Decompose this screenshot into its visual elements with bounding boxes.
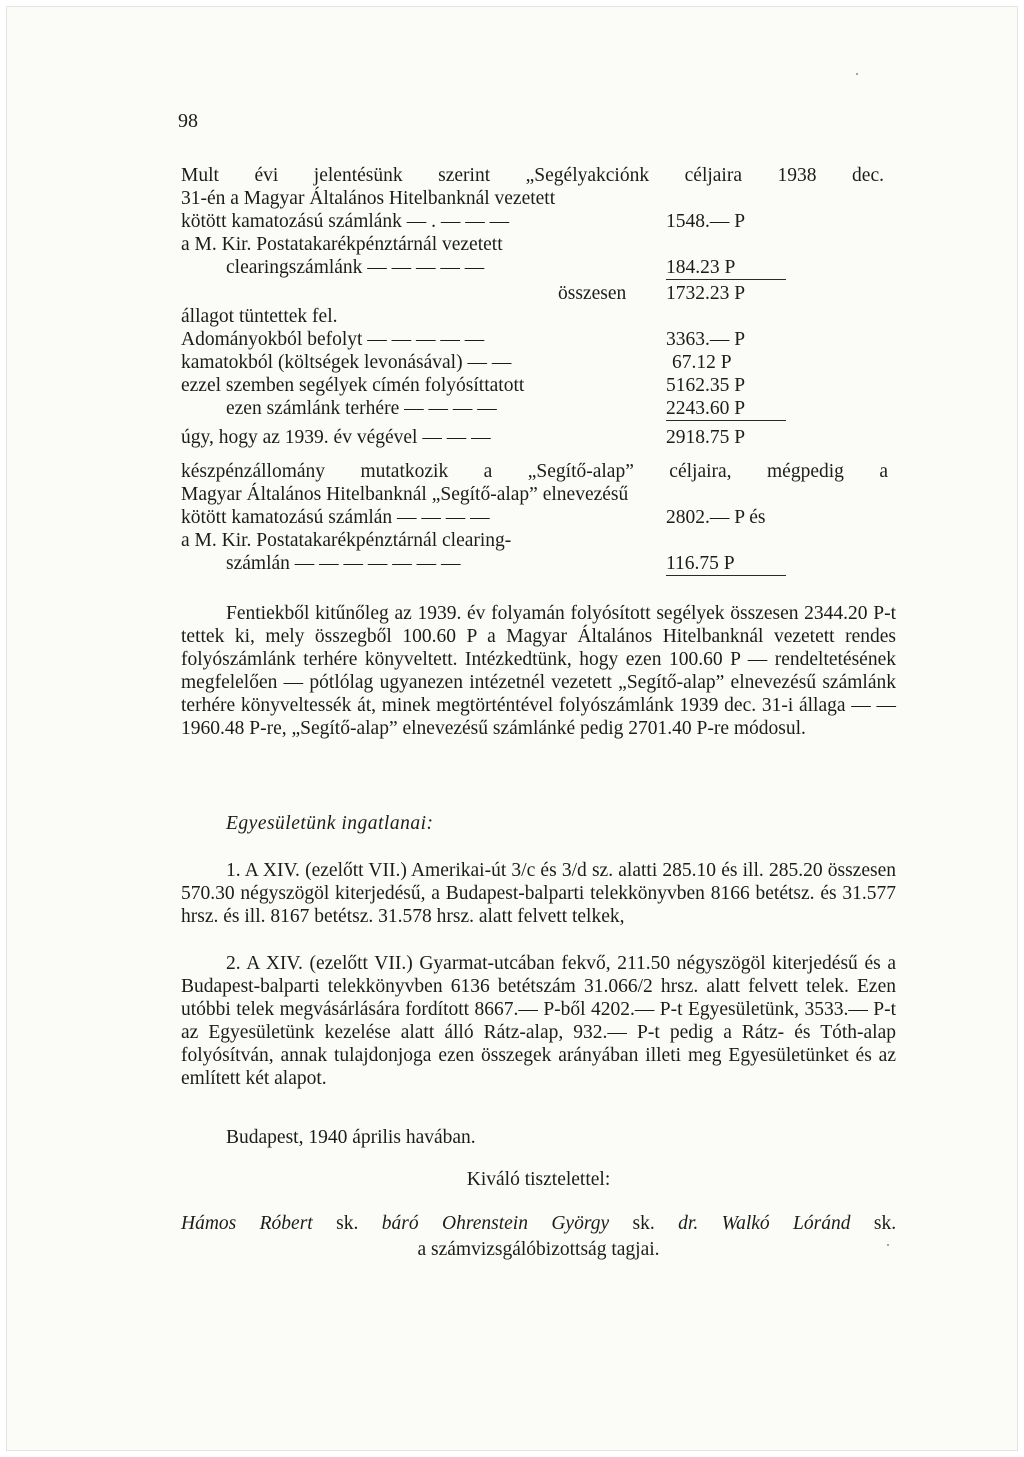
signature-line bbox=[181, 1212, 896, 1235]
intro-line-11: ezen számlánk terhére — — — — bbox=[226, 398, 497, 419]
paper-speck bbox=[856, 73, 858, 75]
intro-line-5: clearingszámlánk — — — — — bbox=[226, 257, 485, 278]
intro-line-2: 31-én a Magyar Általános Hitelbanknál vezetett bbox=[181, 188, 556, 209]
intro-line-1: Mult évi jelentésünk szerint „Segélyakciónk céljaira 1938 dec. bbox=[181, 165, 884, 186]
signature-caption: a számvizsgálóbizottság tagjai. bbox=[417, 1239, 660, 1260]
signer-2-sk: sk. bbox=[632, 1213, 655, 1234]
signer-1-sk: sk. bbox=[336, 1213, 359, 1234]
intro-line-9: kamatokból (költségek levonásával) — — bbox=[181, 352, 512, 373]
amount-2243-60: 2243.60 P bbox=[666, 397, 786, 421]
amount-1548: 1548.— P bbox=[666, 211, 746, 232]
document-page bbox=[6, 6, 1018, 1451]
amount-184-23: 184.23 P bbox=[666, 256, 786, 280]
amount-1732-23: 1732.23 P bbox=[666, 283, 746, 304]
intro-line-13: készpénzállomány mutatkozik a „Segítő-alap” céljaira, mégpedig a bbox=[181, 461, 888, 482]
signer-1-name: Hámos Róbert bbox=[181, 1213, 313, 1234]
intro-line-17: számlán — — — — — — — bbox=[226, 553, 461, 574]
total-label: összesen bbox=[558, 283, 627, 304]
signer-3-title: dr. bbox=[678, 1213, 699, 1234]
intro-line-3: kötött kamatozású számlánk — . — — — bbox=[181, 211, 510, 232]
date-line: Budapest, 1940 április havában. bbox=[226, 1127, 476, 1148]
property-item-1 bbox=[181, 859, 896, 928]
amount-2802: 2802.— P és bbox=[666, 507, 766, 528]
intro-line-8: Adományokból befolyt — — — — — bbox=[181, 329, 485, 350]
closing-line: Kiváló tisztelettel: bbox=[466, 1169, 611, 1190]
signer-2-title: báró bbox=[381, 1213, 419, 1234]
intro-line-12: úgy, hogy az 1939. év végével — — — bbox=[181, 427, 491, 448]
amount-3363: 3363.— P bbox=[666, 329, 746, 350]
intro-line-7: állagot tüntettek fel. bbox=[181, 306, 338, 327]
signer-3-name: Walkó Lóránd bbox=[721, 1213, 851, 1234]
amount-116-75: 116.75 P bbox=[666, 552, 786, 576]
section-heading: Egyesületünk ingatlanai: bbox=[226, 813, 434, 834]
paragraph-1-text: Fentiekből kitűnőleg az 1939. év folyamán folyósított segélyek összesen 2344.20 P-t tettek ki, mely összegből 100.60 P a Magyar Általános Hitelbanknál vezetett rendes folyószámlánk terhére könyveltett. Intézkedtünk, hogy ezen 100.60 P — rendeltetésének megfelelően — pótlólag ugyanezen intézetnél vezetett „Segítő-alap” elnevezésű számlánk terhére könyveltessék át, minek megtörténtével folyószámlánk 1939 dec. 31-i állaga — — 1960.48 P-re, „Segítő-alap” elnevezésű számlánké pedig 2701.40 P-re módosul. bbox=[181, 603, 896, 739]
page-number: 98 bbox=[178, 110, 198, 132]
property-item-1-text: 1. A XIV. (ezelőtt VII.) Amerikai-út 3/c és 3/d sz. alatti 285.10 és ill. 285.20 összesen 570.30 négyszögöl kiterjedésű, a Budapest-balparti telekkönyvben 8166 betétsz. és 31.577 hrsz. és ill. 8167 betétsz. 31.578 hrsz. alatt felvett telkek, bbox=[181, 860, 896, 927]
intro-line-10: ezzel szemben segélyek címén folyósíttatott bbox=[181, 375, 525, 396]
amount-2918-75: 2918.75 P bbox=[666, 427, 746, 448]
intro-line-15: kötött kamatozású számlán — — — — bbox=[181, 507, 490, 528]
signer-2-name: Ohrenstein György bbox=[442, 1213, 610, 1234]
intro-line-14: Magyar Általános Hitelbanknál „Segítő-alap” elnevezésű bbox=[181, 484, 629, 505]
amount-67-12: 67.12 P bbox=[672, 352, 732, 373]
intro-line-4: a M. Kir. Postatakarékpénztárnál vezetett bbox=[181, 234, 503, 255]
property-item-2-text: 2. A XIV. (ezelőtt VII.) Gyarmat-utcában fekvő, 211.50 négyszögöl kiterjedésű és a Budapest-balparti telekkönyvben 6136 betétszám 31.066/2 hrsz. alatt felvett telek. Ezen utóbbi telek megvásárlására fordított 8667.— P-ből 4202.— P-t Egyesületünk, 3533.— P-t az Egyesületünk kezelése alatt álló Rátz-alap, 932.— P-t pedig a Rátz- és Tóth-alap folyósítván, annak tulajdonjoga ezen összegek arányában illeti meg Egyesületünket és az említett két alapot. bbox=[181, 953, 896, 1089]
amount-5162-35: 5162.35 P bbox=[666, 375, 746, 396]
paragraph-1 bbox=[181, 602, 896, 740]
paper-speck bbox=[887, 1244, 889, 1246]
property-item-2 bbox=[181, 952, 896, 1090]
intro-line-16: a M. Kir. Postatakarékpénztárnál clearing- bbox=[181, 530, 512, 551]
signer-3-sk: sk. bbox=[873, 1213, 897, 1234]
